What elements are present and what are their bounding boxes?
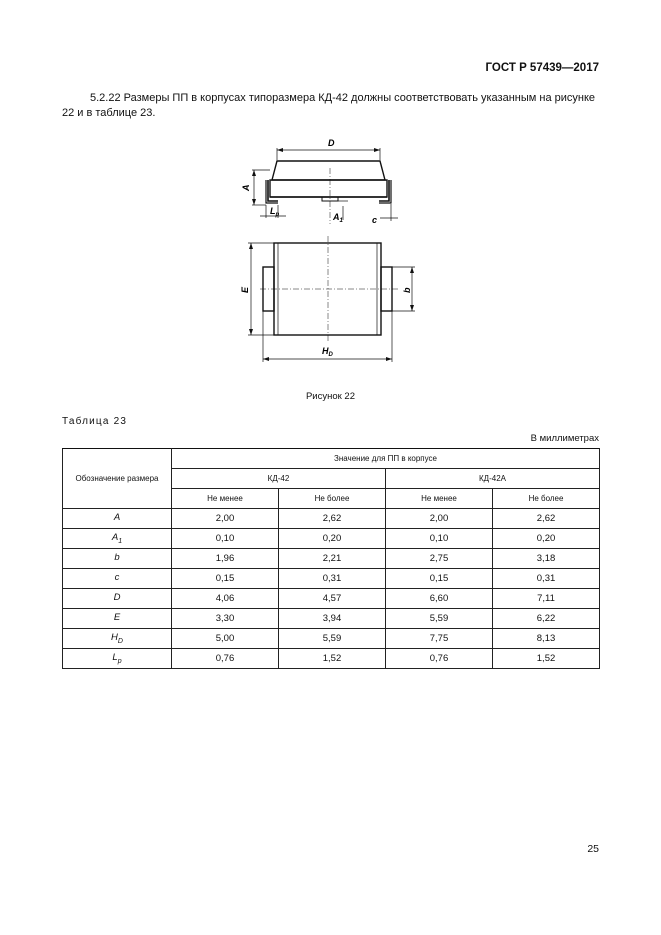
dimension-symbol: D bbox=[63, 589, 172, 609]
table-cell: 5,00 bbox=[172, 629, 279, 649]
table-cell: 2,75 bbox=[386, 549, 493, 569]
table-label: Таблица 23 bbox=[62, 416, 128, 427]
table-row bbox=[63, 629, 600, 649]
table-cell: 5,59 bbox=[386, 609, 493, 629]
figure-caption: Рисунок 22 bbox=[305, 391, 356, 402]
table-cell: 0,76 bbox=[386, 649, 493, 669]
label-Lp: $L_p$ bbox=[270, 206, 280, 218]
table-cell: 2,00 bbox=[386, 509, 493, 529]
label-c: c bbox=[372, 215, 378, 225]
document-header: ГОСТ Р 57439—2017 bbox=[485, 62, 599, 74]
table-cell: 0,15 bbox=[386, 569, 493, 589]
table-cell: 4,06 bbox=[172, 589, 279, 609]
table-row bbox=[63, 509, 600, 529]
table-cell: 0,10 bbox=[386, 529, 493, 549]
table-cell: 1,52 bbox=[493, 649, 600, 669]
table-cell: 7,75 bbox=[386, 629, 493, 649]
label-A: A bbox=[241, 184, 251, 191]
table-cell: 0,31 bbox=[279, 569, 386, 589]
package-drawing bbox=[230, 128, 430, 368]
table-row bbox=[63, 589, 600, 609]
table-cell: 0,10 bbox=[172, 529, 279, 549]
table-cell: 0,15 bbox=[172, 569, 279, 589]
table-cell: 3,30 bbox=[172, 609, 279, 629]
table-cell: 0,31 bbox=[493, 569, 600, 589]
table-cell: 3,18 bbox=[493, 549, 600, 569]
table-cell: 2,00 bbox=[172, 509, 279, 529]
table-cell: 0,76 bbox=[172, 649, 279, 669]
table-cell: 1,96 bbox=[172, 549, 279, 569]
group-header: Значение для ПП в корпусе bbox=[172, 449, 600, 469]
table-cell: 2,62 bbox=[279, 509, 386, 529]
dimension-symbol: $L_p$ bbox=[63, 649, 172, 669]
dimension-symbol: c bbox=[63, 569, 172, 589]
table-cell: 6,60 bbox=[386, 589, 493, 609]
table-row bbox=[63, 569, 600, 589]
dimension-symbol: $A_1$ bbox=[63, 529, 172, 549]
max-header: Не более bbox=[493, 489, 600, 509]
label-E: E bbox=[240, 286, 250, 293]
table-cell: 3,94 bbox=[279, 609, 386, 629]
table-cell: 6,22 bbox=[493, 609, 600, 629]
label-HD: $H_D$ bbox=[322, 346, 333, 358]
package-header: КД-42А bbox=[386, 469, 600, 489]
paragraph-text: 5.2.22 Размеры ПП в корпусах типоразмера КД-42 должны соответствовать указанным на рисунке 22 и в таблице 23. bbox=[62, 92, 596, 119]
max-header: Не более bbox=[279, 489, 386, 509]
table-cell: 7,11 bbox=[493, 589, 600, 609]
table-row bbox=[63, 649, 600, 669]
table-cell: 8,13 bbox=[493, 629, 600, 649]
table-cell: 1,52 bbox=[279, 649, 386, 669]
page-number: 25 bbox=[587, 843, 599, 855]
label-b: b bbox=[402, 287, 412, 293]
table-cell: 5,59 bbox=[279, 629, 386, 649]
table-units: В миллиметрах bbox=[530, 433, 599, 444]
dimension-symbol: E bbox=[63, 609, 172, 629]
designation-header: Обозначение размера bbox=[63, 449, 172, 509]
dimension-symbol: b bbox=[63, 549, 172, 569]
table-row bbox=[63, 549, 600, 569]
dimension-symbol: $H_D$ bbox=[63, 629, 172, 649]
table-cell: 0,20 bbox=[493, 529, 600, 549]
body-paragraph bbox=[62, 91, 599, 121]
table-cell: 2,62 bbox=[493, 509, 600, 529]
table-cell: 0,20 bbox=[279, 529, 386, 549]
min-header: Не менее bbox=[386, 489, 493, 509]
table-row bbox=[63, 609, 600, 629]
table-cell: 2,21 bbox=[279, 549, 386, 569]
dimension-symbol: A bbox=[63, 509, 172, 529]
table-cell: 4,57 bbox=[279, 589, 386, 609]
min-header: Не менее bbox=[172, 489, 279, 509]
label-A1: $A_1$ bbox=[333, 212, 343, 224]
dimensions-table bbox=[62, 448, 600, 669]
package-header: КД-42 bbox=[172, 469, 386, 489]
label-D: D bbox=[328, 138, 335, 148]
table-row bbox=[63, 529, 600, 549]
